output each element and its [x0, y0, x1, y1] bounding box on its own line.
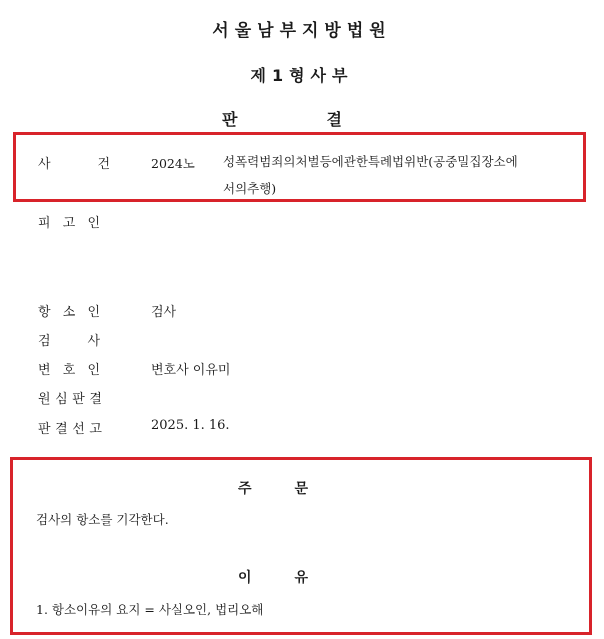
- title-char: 판: [222, 110, 238, 129]
- prosecutor-label: [38, 330, 100, 349]
- label-char: 판: [72, 392, 85, 407]
- order-title: [238, 478, 308, 498]
- label-char: 검: [38, 334, 51, 349]
- label-char: 인: [87, 216, 100, 231]
- label-char: 피: [38, 216, 51, 231]
- label-char: 소: [62, 305, 76, 320]
- label-char: 심: [55, 392, 68, 407]
- label-char: 인: [87, 363, 100, 378]
- defendant-label: [38, 212, 100, 231]
- case-number: 2024노: [151, 156, 195, 171]
- title-char: 결: [326, 110, 342, 129]
- sentence-date-label: [38, 418, 102, 437]
- title-char: 문: [294, 481, 308, 497]
- attorney-value: 변호사 이유미: [151, 363, 231, 378]
- label-char: 결: [89, 392, 102, 407]
- label-char: 호: [62, 363, 76, 378]
- label-char: 판: [38, 422, 51, 437]
- reason-title: [238, 567, 308, 587]
- title-char: 주: [238, 481, 252, 497]
- original-judgment-label: [38, 388, 102, 407]
- label-char: 사: [38, 157, 51, 172]
- label-char: 원: [38, 392, 51, 407]
- label-char: 결: [55, 422, 68, 437]
- court-name: 서울남부지방법원: [212, 21, 392, 41]
- appellant-label: [38, 301, 100, 320]
- case-label: [38, 153, 110, 172]
- division-name: 제1형사부: [250, 66, 354, 85]
- label-char: 고: [89, 422, 102, 437]
- label-char: 사: [87, 334, 100, 349]
- document-title: [222, 107, 342, 130]
- label-char: 인: [87, 305, 100, 320]
- attorney-label: [38, 359, 100, 378]
- label-char: 변: [38, 363, 51, 378]
- appellant-value: 검사: [151, 305, 177, 320]
- label-char: 고: [62, 216, 76, 231]
- sentence-date-value: 2025. 1. 16.: [151, 418, 230, 433]
- label-char: 선: [72, 422, 85, 437]
- order-text: 검사의 항소를 기각한다.: [36, 512, 169, 527]
- case-name-line2: 서의추행): [223, 181, 277, 196]
- label-char: 건: [97, 157, 110, 172]
- case-name-line1: 성폭력범죄의처벌등에관한특례법위반(공중밀집장소에: [223, 154, 518, 169]
- reason-item-1: 1. 항소이유의 요지 = 사실오인, 법리오해: [36, 602, 264, 617]
- title-char: 유: [294, 570, 308, 586]
- label-char: 항: [38, 305, 51, 320]
- title-char: 이: [238, 570, 252, 586]
